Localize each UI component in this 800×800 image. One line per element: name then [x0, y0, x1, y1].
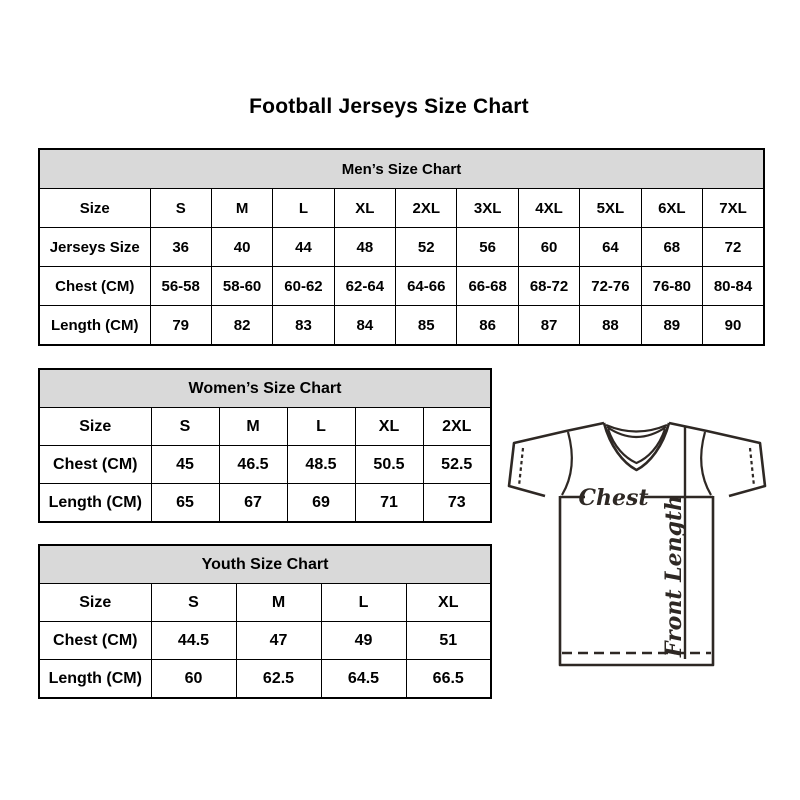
row-label: Size: [39, 584, 151, 622]
table-row: [39, 306, 764, 346]
cell: 52: [396, 228, 457, 267]
cell: 6XL: [641, 189, 702, 228]
cell: 49: [321, 622, 406, 660]
table-row: [39, 660, 491, 699]
jersey-right-cuff-dashed-line: [750, 448, 754, 486]
cell: 73: [423, 484, 491, 523]
cell: 48: [334, 228, 395, 267]
cell: M: [211, 189, 272, 228]
table-row: [39, 446, 491, 484]
table-row: [39, 622, 491, 660]
cell: M: [236, 584, 321, 622]
cell: 56: [457, 228, 518, 267]
cell: 66.5: [406, 660, 491, 699]
cell: 68-72: [518, 267, 579, 306]
cell: 60-62: [273, 267, 334, 306]
womens-size-chart-table: [38, 368, 492, 523]
front-length-measure-label: Front Length: [661, 494, 687, 658]
cell: 44.5: [151, 622, 236, 660]
cell: 67: [219, 484, 287, 523]
size-table: [38, 544, 492, 699]
cell: 60: [151, 660, 236, 699]
cell: 60: [518, 228, 579, 267]
cell: 76-80: [641, 267, 702, 306]
cell: 62-64: [334, 267, 395, 306]
cell: 66-68: [457, 267, 518, 306]
jersey-collar-inner-v: [608, 429, 665, 463]
cell: 5XL: [580, 189, 641, 228]
table-row: [39, 228, 764, 267]
jersey-body-outline: [560, 496, 713, 665]
cell: 52.5: [423, 446, 491, 484]
cell: 64: [580, 228, 641, 267]
cell: 4XL: [518, 189, 579, 228]
row-label: Jerseys Size: [39, 228, 150, 267]
cell: XL: [406, 584, 491, 622]
jersey-collar-back-curve-1: [606, 425, 667, 432]
row-label: Length (CM): [39, 660, 151, 699]
cell: 87: [518, 306, 579, 346]
table-title-row: [39, 369, 491, 408]
page-title: Football Jerseys Size Chart: [249, 95, 529, 118]
cell: 51: [406, 622, 491, 660]
cell: 2XL: [423, 408, 491, 446]
cell: L: [273, 189, 334, 228]
cell: XL: [355, 408, 423, 446]
row-label: Chest (CM): [39, 267, 150, 306]
row-label: Chest (CM): [39, 446, 151, 484]
cell: 36: [150, 228, 211, 267]
jersey-measurement-diagram: [505, 416, 767, 668]
cell: 71: [355, 484, 423, 523]
jersey-right-sleeve-seam: [701, 432, 711, 495]
cell: 7XL: [703, 189, 764, 228]
cell: 3XL: [457, 189, 518, 228]
table-row: [39, 484, 491, 523]
jersey-left-cuff-dashed-line: [519, 448, 523, 486]
table-title: Youth Size Chart: [39, 545, 491, 584]
cell: 64.5: [321, 660, 406, 699]
youth-size-chart-table: [38, 544, 492, 699]
cell: L: [287, 408, 355, 446]
cell: S: [151, 584, 236, 622]
cell: 80-84: [703, 267, 764, 306]
cell: 85: [396, 306, 457, 346]
cell: 40: [211, 228, 272, 267]
cell: 69: [287, 484, 355, 523]
cell: 88: [580, 306, 641, 346]
cell: 48.5: [287, 446, 355, 484]
row-label: Chest (CM): [39, 622, 151, 660]
cell: 83: [273, 306, 334, 346]
table-title: Men’s Size Chart: [39, 149, 764, 189]
cell: M: [219, 408, 287, 446]
mens-size-chart-table: [38, 148, 765, 346]
size-table: [38, 148, 765, 346]
table-title-row: [39, 149, 764, 189]
cell: 68: [641, 228, 702, 267]
cell: 65: [151, 484, 219, 523]
cell: 45: [151, 446, 219, 484]
cell: 90: [703, 306, 764, 346]
row-label: Size: [39, 189, 150, 228]
cell: 84: [334, 306, 395, 346]
row-label: Length (CM): [39, 306, 150, 346]
cell: XL: [334, 189, 395, 228]
size-table: [38, 368, 492, 523]
cell: 82: [211, 306, 272, 346]
table-row: [39, 584, 491, 622]
chest-measure-label: Chest: [578, 485, 649, 511]
cell: L: [321, 584, 406, 622]
jersey-left-sleeve-seam: [562, 432, 572, 495]
row-label: Size: [39, 408, 151, 446]
cell: 44: [273, 228, 334, 267]
jersey-right-sleeve-outline: [669, 423, 765, 496]
table-title-row: [39, 545, 491, 584]
cell: 50.5: [355, 446, 423, 484]
cell: S: [150, 189, 211, 228]
table-title: Women’s Size Chart: [39, 369, 491, 408]
cell: 56-58: [150, 267, 211, 306]
cell: 47: [236, 622, 321, 660]
cell: 2XL: [396, 189, 457, 228]
table-row: [39, 408, 491, 446]
cell: 46.5: [219, 446, 287, 484]
table-row: [39, 267, 764, 306]
cell: 64-66: [396, 267, 457, 306]
row-label: Length (CM): [39, 484, 151, 523]
cell: S: [151, 408, 219, 446]
cell: 72-76: [580, 267, 641, 306]
table-row: [39, 189, 764, 228]
cell: 58-60: [211, 267, 272, 306]
cell: 62.5: [236, 660, 321, 699]
cell: 72: [703, 228, 764, 267]
cell: 86: [457, 306, 518, 346]
cell: 89: [641, 306, 702, 346]
cell: 79: [150, 306, 211, 346]
